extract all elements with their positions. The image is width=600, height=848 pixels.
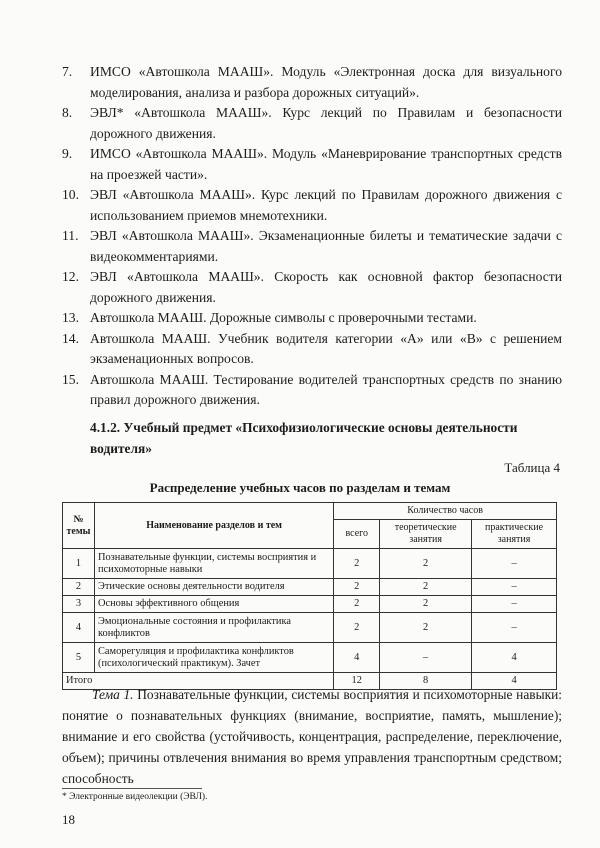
header-num: № темы [63,503,95,549]
table-row [63,613,557,643]
list-item [62,329,562,370]
cell-total: 2 [334,596,380,613]
list-item-text: Автошкола МААШ. Тестирование водителей транспортных средств по знанию правил дорожного движения. [90,371,562,407]
table-row [63,596,557,613]
list-item-text: ЭВЛ «Автошкола МААШ». Курс лекций по Правилам дорожного движения с использованием приемов мнемотехники. [90,187,562,223]
cell-total: 2 [334,613,380,643]
cell-practice: – [472,613,557,643]
cell-theory: 2 [380,596,472,613]
cell-name: Эмоциональные состояния и профилактика конфликтов [94,613,333,643]
cell-num: 5 [63,643,95,673]
cell-name: Основы эффективного общения [94,596,333,613]
table-row [63,549,557,579]
table-row [63,579,557,596]
list-item [62,144,562,185]
cell-name: Познавательные функции, системы восприятия и психомоторные навыки [94,549,333,579]
list-item [62,370,562,411]
cell-theory: 2 [380,549,472,579]
table-caption: Распределение учебных часов по разделам и темам [149,480,451,495]
topic-paragraph [62,684,562,789]
cell-total: 2 [334,579,380,596]
cell-total: 2 [334,549,380,579]
list-item [62,308,562,329]
list-item-number: 15. [62,371,79,387]
table-row [63,643,557,673]
list-item-text: ЭВЛ* «Автошкола МААШ». Курс лекций по Правилам и безопасности дорожного движения. [90,105,562,141]
hours-table [62,502,557,690]
cell-practice: 4 [472,643,557,673]
header-name: Наименование разделов и тем [94,503,333,549]
cell-practice: – [472,596,557,613]
list-item-text: ЭВЛ «Автошкола МААШ». Экзаменационные билеты и тематические задачи с видеокомментариями. [90,228,562,264]
list-item-text: Автошкола МААШ. Учебник водителя категории «А» или «В» с решением экзаменационных вопросов. [90,330,562,366]
header-hours: Количество часов [334,503,557,520]
footnote: * Электронные видеолекции (ЭВЛ). [62,792,208,802]
cell-theory: 8 [380,673,472,690]
table-number: Таблица 4 [504,460,560,475]
header-practice: практические занятия [472,520,557,549]
cell-practice: – [472,579,557,596]
cell-practice: – [472,549,557,579]
list-item-text: Автошкола МААШ. Дорожные символы с проверочными тестами. [90,310,477,325]
cell-num: 3 [63,596,95,613]
cell-num: 1 [63,549,95,579]
list-item [62,103,562,144]
cell-practice: 4 [472,673,557,690]
table-header-row [63,503,557,520]
list-item-text: ЭВЛ «Автошкола МААШ». Скорость как основной фактор безопасности дорожного движения. [90,269,562,305]
header-total: всего [334,520,380,549]
cell-theory: 2 [380,613,472,643]
reference-list [62,62,562,411]
cell-theory: 2 [380,579,472,596]
list-item-number: 8. [62,105,73,120]
cell-name: Саморегуляция и профилактика конфликтов (психологический практикум). Зачет [94,643,333,673]
cell-name: Этические основы деятельности водителя [94,579,333,596]
topic-lead: Тема 1. [92,687,134,702]
header-theory: теоретические занятия [380,520,472,549]
list-item-number: 10. [62,187,79,202]
list-item-number: 11. [62,228,79,243]
section-heading: 4.1.2. Учебный предмет «Психофизиологические основы деятельности водителя» [90,420,518,456]
cell-total: 4 [334,643,380,673]
list-item [62,185,562,226]
list-item-text: ИМСО «Автошкола МААШ». Модуль «Маневрирование транспортных средств на проезжей части». [90,146,562,182]
list-item-text: ИМСО «Автошкола МААШ». Модуль «Электронная доска для визуального моделирования, анализа и разбора дорожных ситуаций». [90,64,562,100]
list-item [62,62,562,103]
list-item-number: 7. [62,64,73,79]
list-item-number: 12. [62,269,79,284]
cell-num: 2 [63,579,95,596]
cell-total-label: Итого [63,673,334,690]
list-item-number: 13. [62,310,79,325]
footnote-divider [62,788,202,789]
list-item-number: 14. [62,330,79,346]
cell-num: 4 [63,613,95,643]
page-number: 18 [62,812,75,827]
cell-total: 12 [334,673,380,690]
topic-text: Познавательные функции, системы восприятия и психомоторные навыки: понятие о познавательных функциях (внимание, восприятие, память, мышление); внимание и его свойства (устойчивость, концентрация, распределение, переключение, объем); причины отвлечения внимания во время управления транспортным средством; способность [62,687,562,786]
cell-theory: – [380,643,472,673]
list-item [62,226,562,267]
list-item [62,267,562,308]
list-item-number: 9. [62,146,73,161]
